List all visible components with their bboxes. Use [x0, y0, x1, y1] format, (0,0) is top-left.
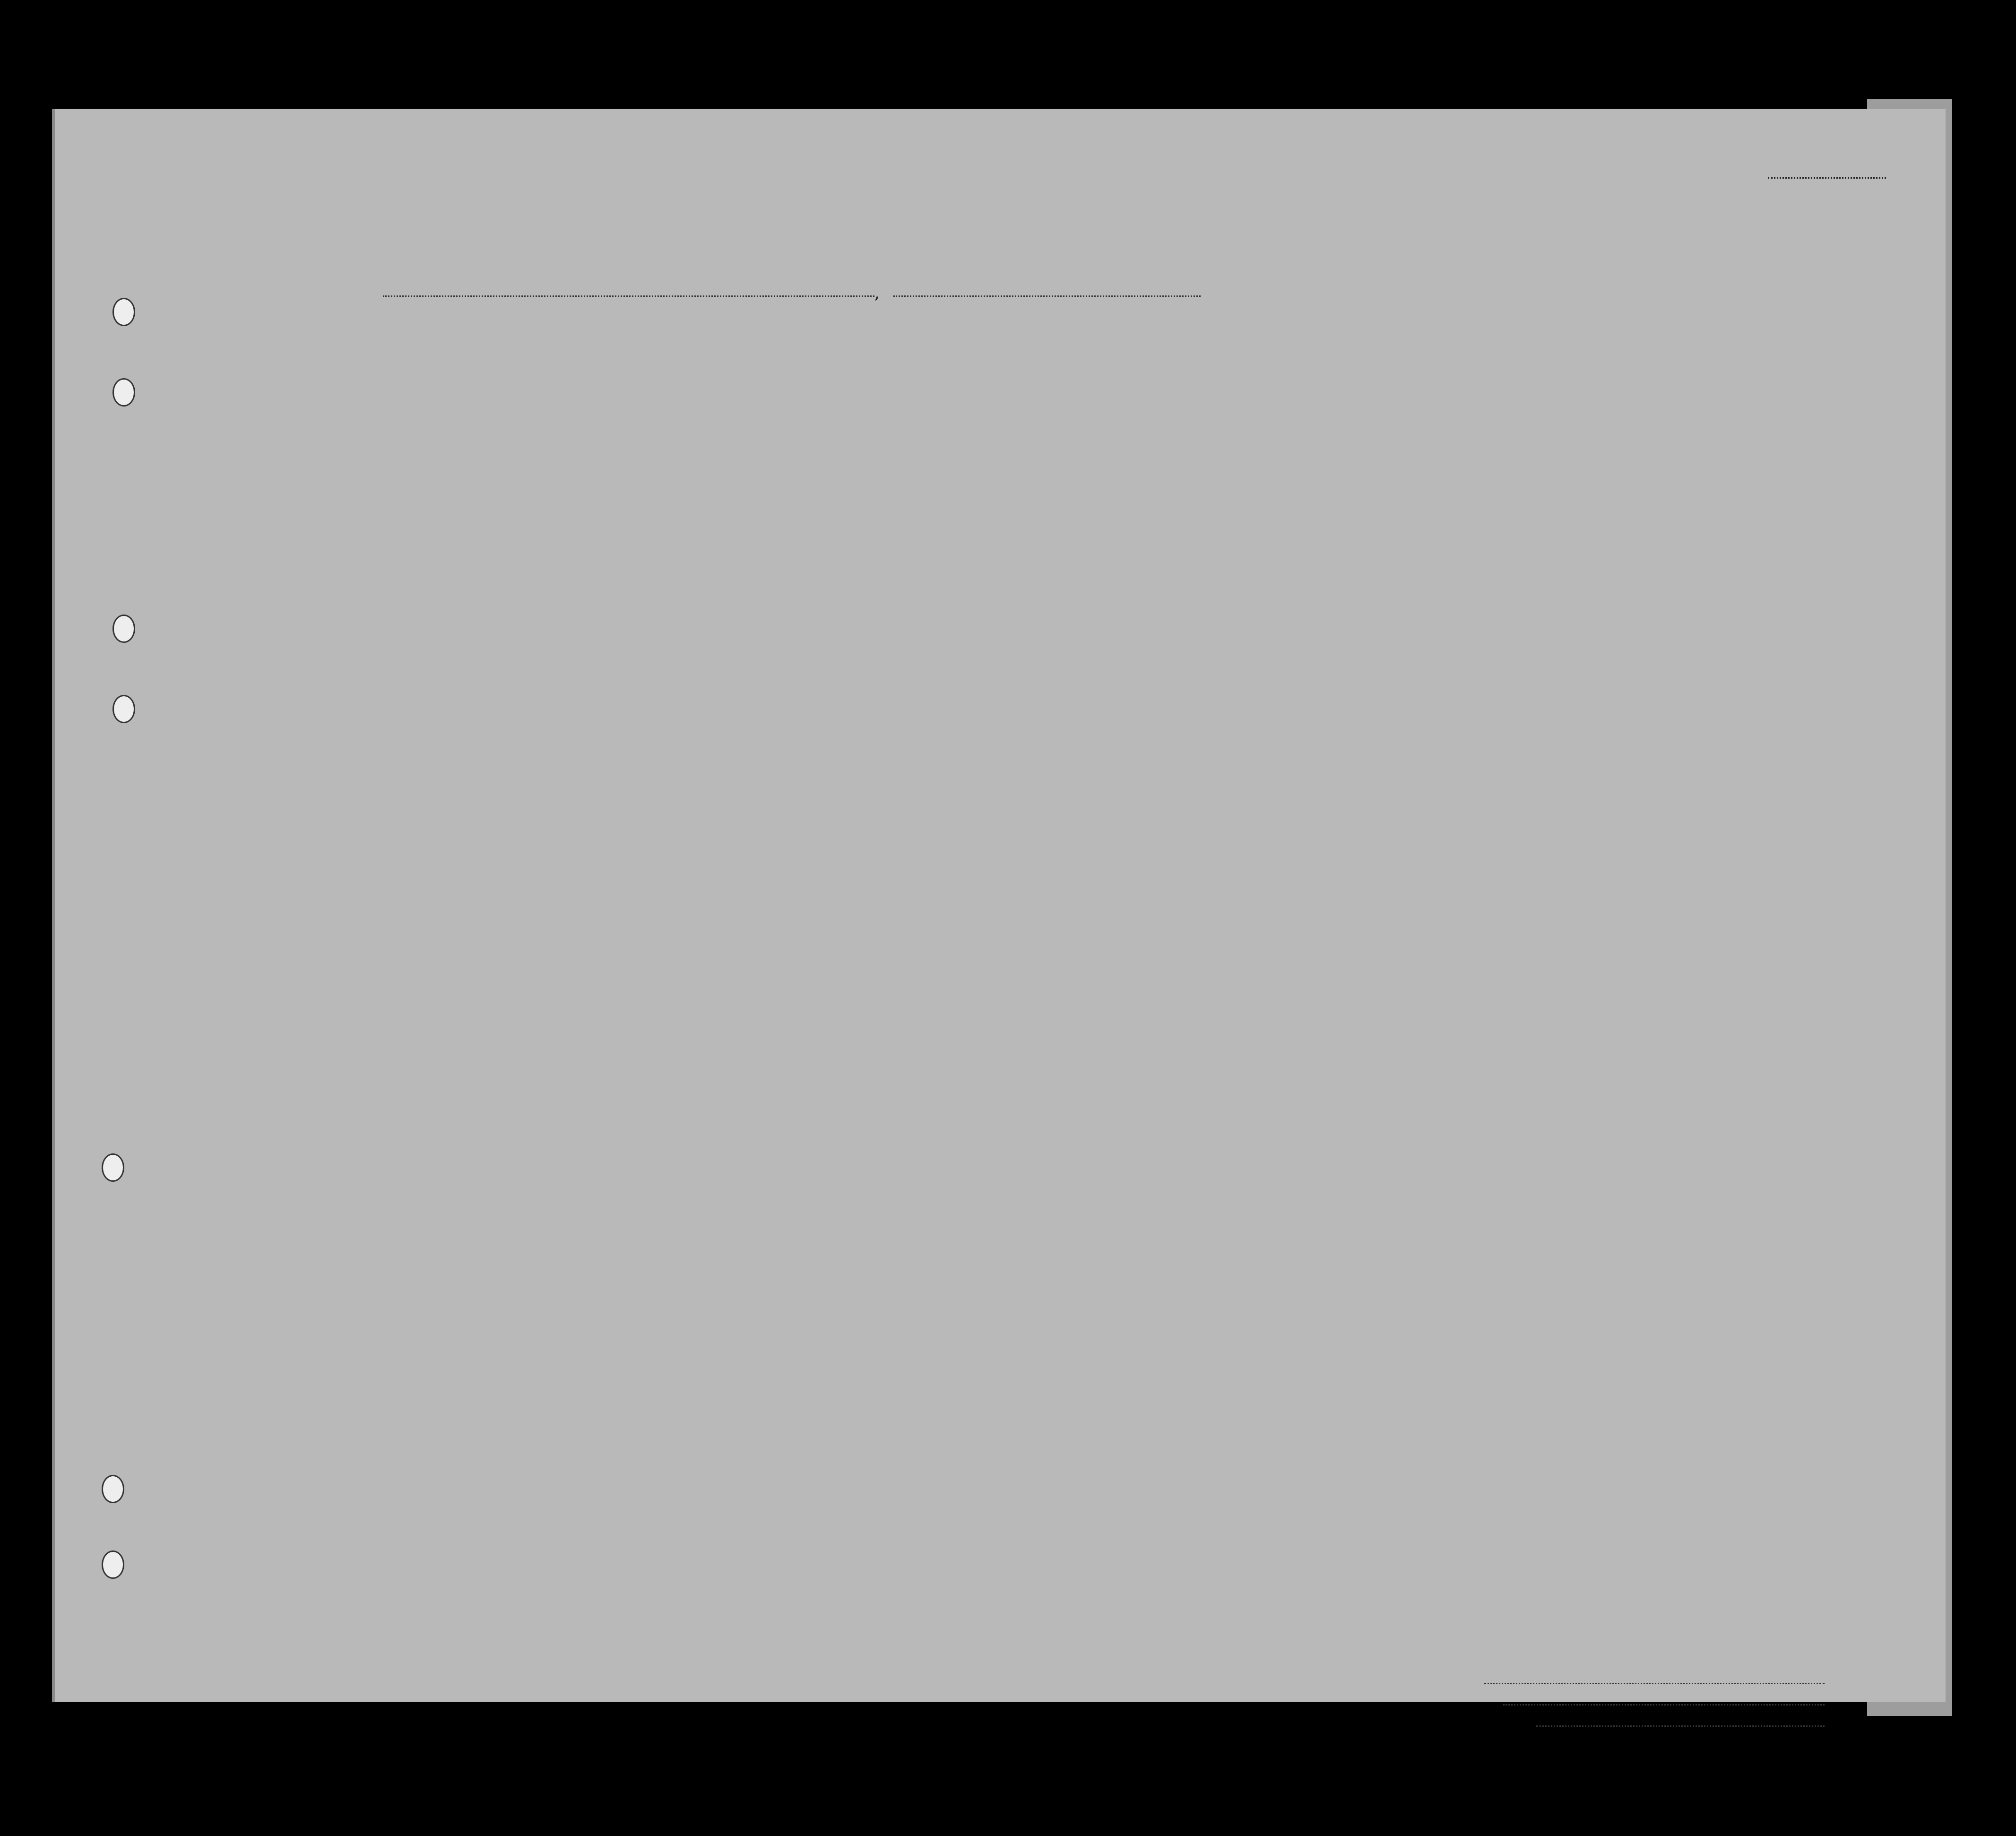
- line-field: [1484, 1683, 1825, 1684]
- port-comma: ,: [874, 284, 880, 303]
- agents-field: [1536, 1725, 1825, 1727]
- owners-field: [1503, 1704, 1825, 1706]
